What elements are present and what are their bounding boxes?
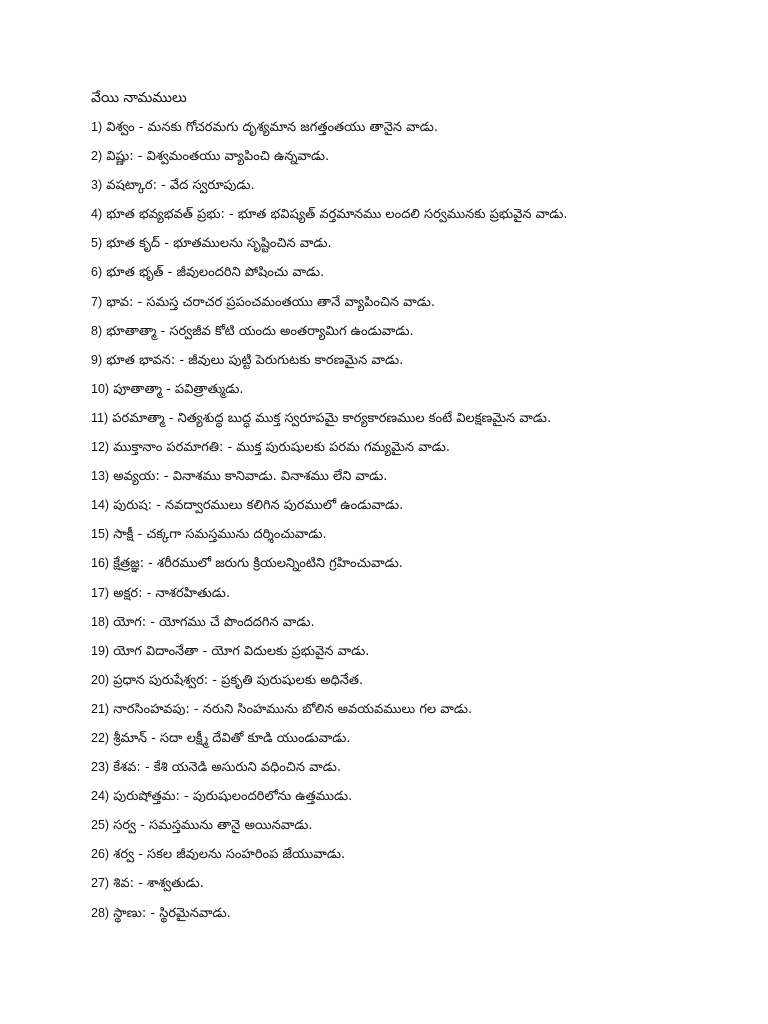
list-item	[91, 142, 751, 171]
list-item	[91, 491, 751, 520]
item-number: 18)	[91, 614, 110, 629]
item-number: 3)	[91, 178, 103, 193]
item-text: అవ్యయ: - వినాశము కానివాడు. వినాశము లేని వాడు.	[113, 469, 388, 485]
item-text: వషట్కార: - వేద స్వరూపుడు.	[106, 178, 255, 194]
item-text: అక్షర: - నాశరహితుడు.	[113, 585, 230, 601]
list-item	[91, 840, 751, 869]
list-item	[91, 549, 751, 578]
item-number: 6)	[91, 265, 103, 280]
item-number: 19)	[91, 643, 110, 658]
list-item	[91, 258, 751, 287]
list-item	[91, 433, 751, 462]
item-text: విష్ణు: - విశ్వమంతయు వ్యాపించి ఉన్నవాడు.	[106, 149, 330, 165]
list-item	[91, 637, 751, 666]
item-text: భూత భవ్యభవత్ ప్రభు: - భూత భవిష్యత్ వర్తమానము లందలి సర్వమునకు ప్రభువైన వాడు.	[106, 207, 568, 223]
item-text: క్షేత్రజ్ఞ: - శరీరములో జరుగు క్రియలన్నింటిని గ్రహించువాడు.	[113, 556, 403, 572]
list-item	[91, 288, 751, 317]
item-number: 23)	[91, 760, 110, 775]
item-number: 21)	[91, 701, 110, 716]
item-number: 14)	[91, 498, 110, 513]
item-text: విశ్వం - మనకు గోచరమగు దృశ్యమాన జగత్తంతయు తానైన వాడు.	[106, 120, 438, 135]
item-number: 5)	[91, 236, 103, 251]
list-item	[91, 200, 751, 229]
item-number: 28)	[91, 905, 110, 920]
item-number: 22)	[91, 730, 110, 745]
item-text: యోగ విదాంనేతా - యోగ విదులకు ప్రభువైన వాడు.	[113, 643, 370, 659]
list-item	[91, 317, 751, 346]
item-text: శ్రీమాన్ - సదా లక్ష్మీ దేవితో కూడి యుండువాడు.	[113, 730, 351, 746]
item-number: 7)	[91, 294, 103, 309]
item-text: ముక్తానాం పరమాగతి: - ముక్త పురుషులకు పరమ గమ్యమైన వాడు.	[113, 440, 451, 456]
list-item	[91, 666, 751, 695]
list-item	[91, 782, 751, 811]
item-text: పురుషోత్తమ: - పురుషులందరిలోను ఉత్తముడు.	[113, 789, 353, 805]
list-item	[91, 579, 751, 608]
list-item	[91, 375, 751, 404]
item-text: ప్రధాన పురుషేశ్వర: - ప్రకృతి పురుషులకు అధినేత.	[113, 672, 364, 688]
item-number: 25)	[91, 818, 110, 833]
item-text: కేశవ: - కేశి యనెడి అసురుని వధించిన వాడు.	[113, 760, 341, 776]
item-number: 20)	[91, 672, 110, 687]
item-number: 2)	[91, 149, 103, 164]
item-text: భావ: - సమస్త చరాచర ప్రపంచమంతయు తానే వ్యాపించిన వాడు.	[106, 294, 436, 310]
item-number: 10)	[91, 381, 110, 396]
item-number: 9)	[91, 352, 103, 367]
item-text: పరమాత్మా - నిత్యశుద్ధ బుద్ధ ముక్త స్వరూపమై కార్యకారణముల కంటే విలక్షణమైన వాడు.	[112, 410, 552, 426]
item-text: నారసింహవపు: - నరుని సింహమును బోలిన అవయవములు గల వాడు.	[113, 701, 473, 717]
item-number: 11)	[91, 410, 109, 425]
item-number: 12)	[91, 440, 110, 455]
list-item	[91, 404, 751, 433]
list-item	[91, 113, 751, 142]
item-text: స్థాణు: - స్థిరమైనవాడు.	[113, 905, 231, 921]
names-list	[91, 113, 751, 928]
item-text: శర్వ - సకల జీవులను సంహరింప జేయువాడు.	[113, 847, 346, 863]
list-item	[91, 346, 751, 375]
item-number: 26)	[91, 847, 110, 862]
item-text: భూత కృద్ - భూతములను సృష్టించిన వాడు.	[106, 236, 332, 252]
item-number: 16)	[91, 556, 110, 571]
list-item	[91, 811, 751, 840]
item-text: భూతాత్మా - సర్వజీవ కోటి యందు అంతర్యామిగ ఉండువాడు.	[106, 323, 414, 339]
item-text: సర్వ - సమస్తమును తానై అయినవాడు.	[113, 818, 313, 834]
item-text: భూత భావన: - జీవులు పుట్టి పెరుగుటకు కారణమైన వాడు.	[106, 352, 404, 368]
list-item	[91, 462, 751, 491]
item-text: భూత భృత్ - జీవులందరిని పోషించు వాడు.	[106, 265, 325, 281]
list-item	[91, 695, 751, 724]
item-number: 27)	[91, 876, 110, 891]
item-number: 24)	[91, 789, 110, 804]
document-page	[91, 84, 751, 928]
list-item	[91, 724, 751, 753]
document-title: వేయి నామములు	[91, 90, 187, 106]
item-number: 17)	[91, 585, 110, 600]
list-item	[91, 869, 751, 898]
item-number: 4)	[91, 207, 103, 222]
item-text: శివ: - శాశ్వతుడు.	[113, 876, 204, 892]
list-item	[91, 171, 751, 200]
item-text: సాక్షీ - చక్కగా సమస్తమును దర్శించువాడు.	[113, 527, 327, 543]
list-item	[91, 608, 751, 637]
list-item	[91, 753, 751, 782]
item-text: పురుష: - నవద్వారములు కలిగిన పురములో ఉండువాడు.	[113, 498, 404, 514]
list-item	[91, 899, 751, 928]
item-number: 13)	[91, 469, 110, 484]
item-number: 8)	[91, 323, 103, 338]
item-number: 1)	[91, 120, 103, 134]
list-item	[91, 520, 751, 549]
item-number: 15)	[91, 527, 110, 542]
item-text: పూతాత్మా - పవిత్రాత్ముడు.	[113, 381, 244, 397]
item-text: యోగ: - యోగము చే పొందదగిన వాడు.	[113, 614, 315, 630]
list-item	[91, 229, 751, 258]
